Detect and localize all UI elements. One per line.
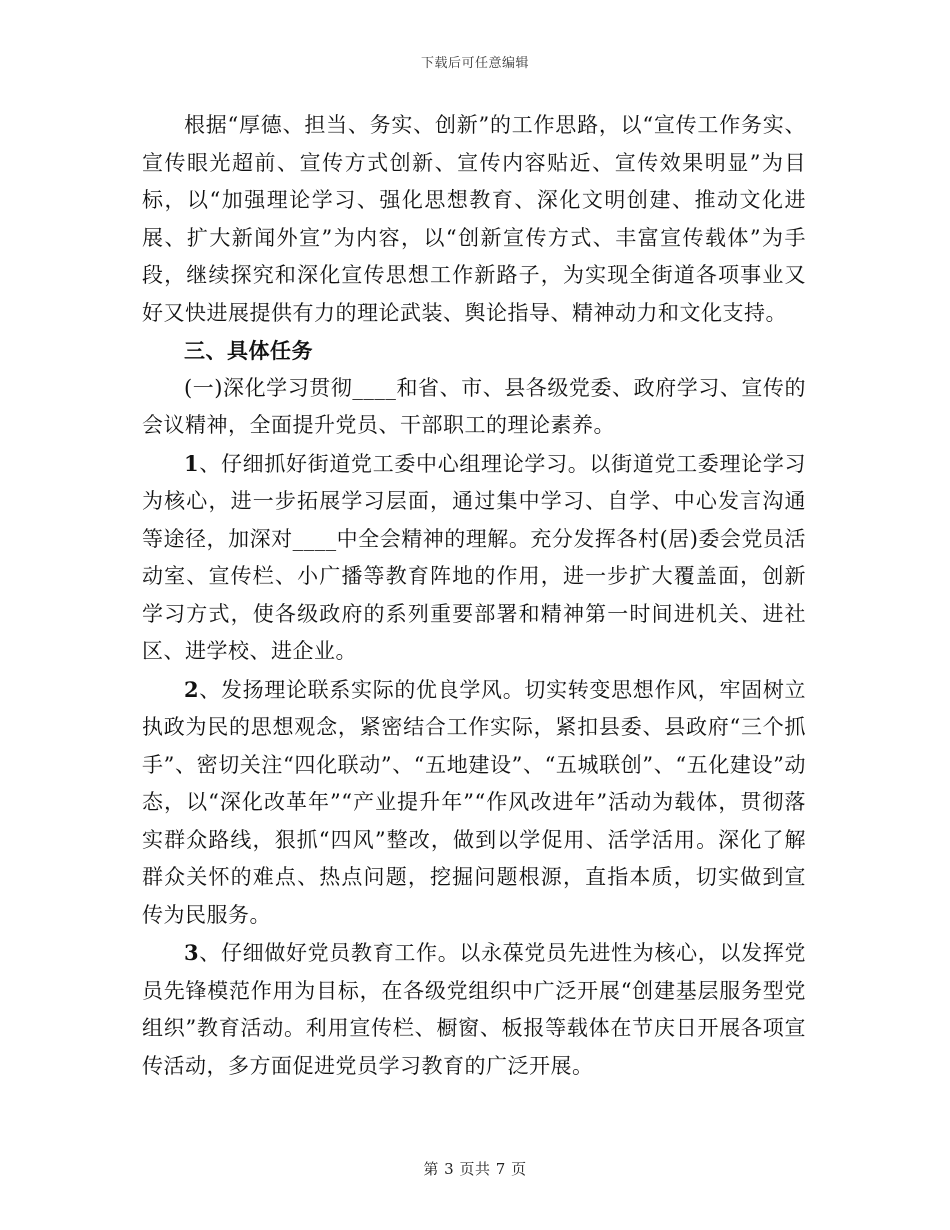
page-footer: 第 3 页共 7 页 <box>423 1160 527 1178</box>
list-item-3-number: 3 <box>184 940 200 965</box>
list-item-2 <box>142 671 806 935</box>
paragraph-subsection-1: (一)深化学习贯彻____和省、市、县各级党委、政府学习、宣传的会议精神，全面提升党员、干部职工的理论素养。 <box>142 375 806 437</box>
list-item-3 <box>142 934 806 1085</box>
document-body <box>142 107 806 1085</box>
section-heading-specific-tasks: 三、具体任务 <box>184 338 313 363</box>
list-item-2-text: 、发扬理论联系实际的优良学风。切实转变思想作风，牢固树立执政为民的思想观念，紧密结合工作实际，紧扣县委、县政府“三个抓手”、密切关注“四化联动”、“五地建设”、“五城联创”、“五化建设”动态，以“深化改革年”“产业提升年”“作风改进年”活动为载体，贯彻落实群众路线，狠抓“四风”整改，做到以学促用、活学活用。深化了解群众关怀的难点、热点问题，挖掘问题根源，直指本质，切实做到宣传为民服务。 <box>142 677 806 927</box>
paragraph-goals: 根据“厚德、担当、务实、创新”的工作思路，以“宣传工作务实、宣传眼光超前、宣传方式创新、宣传内容贴近、宣传效果明显”为目标，以“加强理论学习、强化思想教育、深化文明创建、推动文化进展、扩大新闻外宣”为内容，以“创新宣传方式、丰富宣传载体”为手段，继续探究和深化宣传思想工作新路子，为实现全街道各项事业又好又快进展提供有力的理论武装、舆论指导、精神动力和文化支持。 <box>142 113 806 325</box>
list-item-2-number: 2 <box>184 676 200 702</box>
list-item-1-number: 1 <box>184 450 200 476</box>
list-item-3-text: 、仔细做好党员教育工作。以永葆党员先进性为核心，以发挥党员先锋模范作用为目标，在各级党组织中广泛开展“创建基层服务型党组织”教育活动。利用宣传栏、橱窗、板报等载体在节庆日开展各项宣传活动，多方面促进党员学习教育的广泛开展。 <box>142 941 806 1078</box>
page-header: 下载后可任意编辑 <box>420 56 529 71</box>
list-item-1 <box>142 445 806 671</box>
list-item-1-text: 、仔细抓好街道党工委中心组理论学习。以街道党工委理论学习为核心，进一步拓展学习层面，通过集中学习、自学、中心发言沟通等途径，加深对____中全会精神的理解。充分发挥各村(居)委会党员活动室、宣传栏、小广播等教育阵地的作用，进一步扩大覆盖面，创新学习方式，使各级政府的系列重要部署和精神第一时间进机关、进社区、进学校、进企业。 <box>142 451 806 663</box>
